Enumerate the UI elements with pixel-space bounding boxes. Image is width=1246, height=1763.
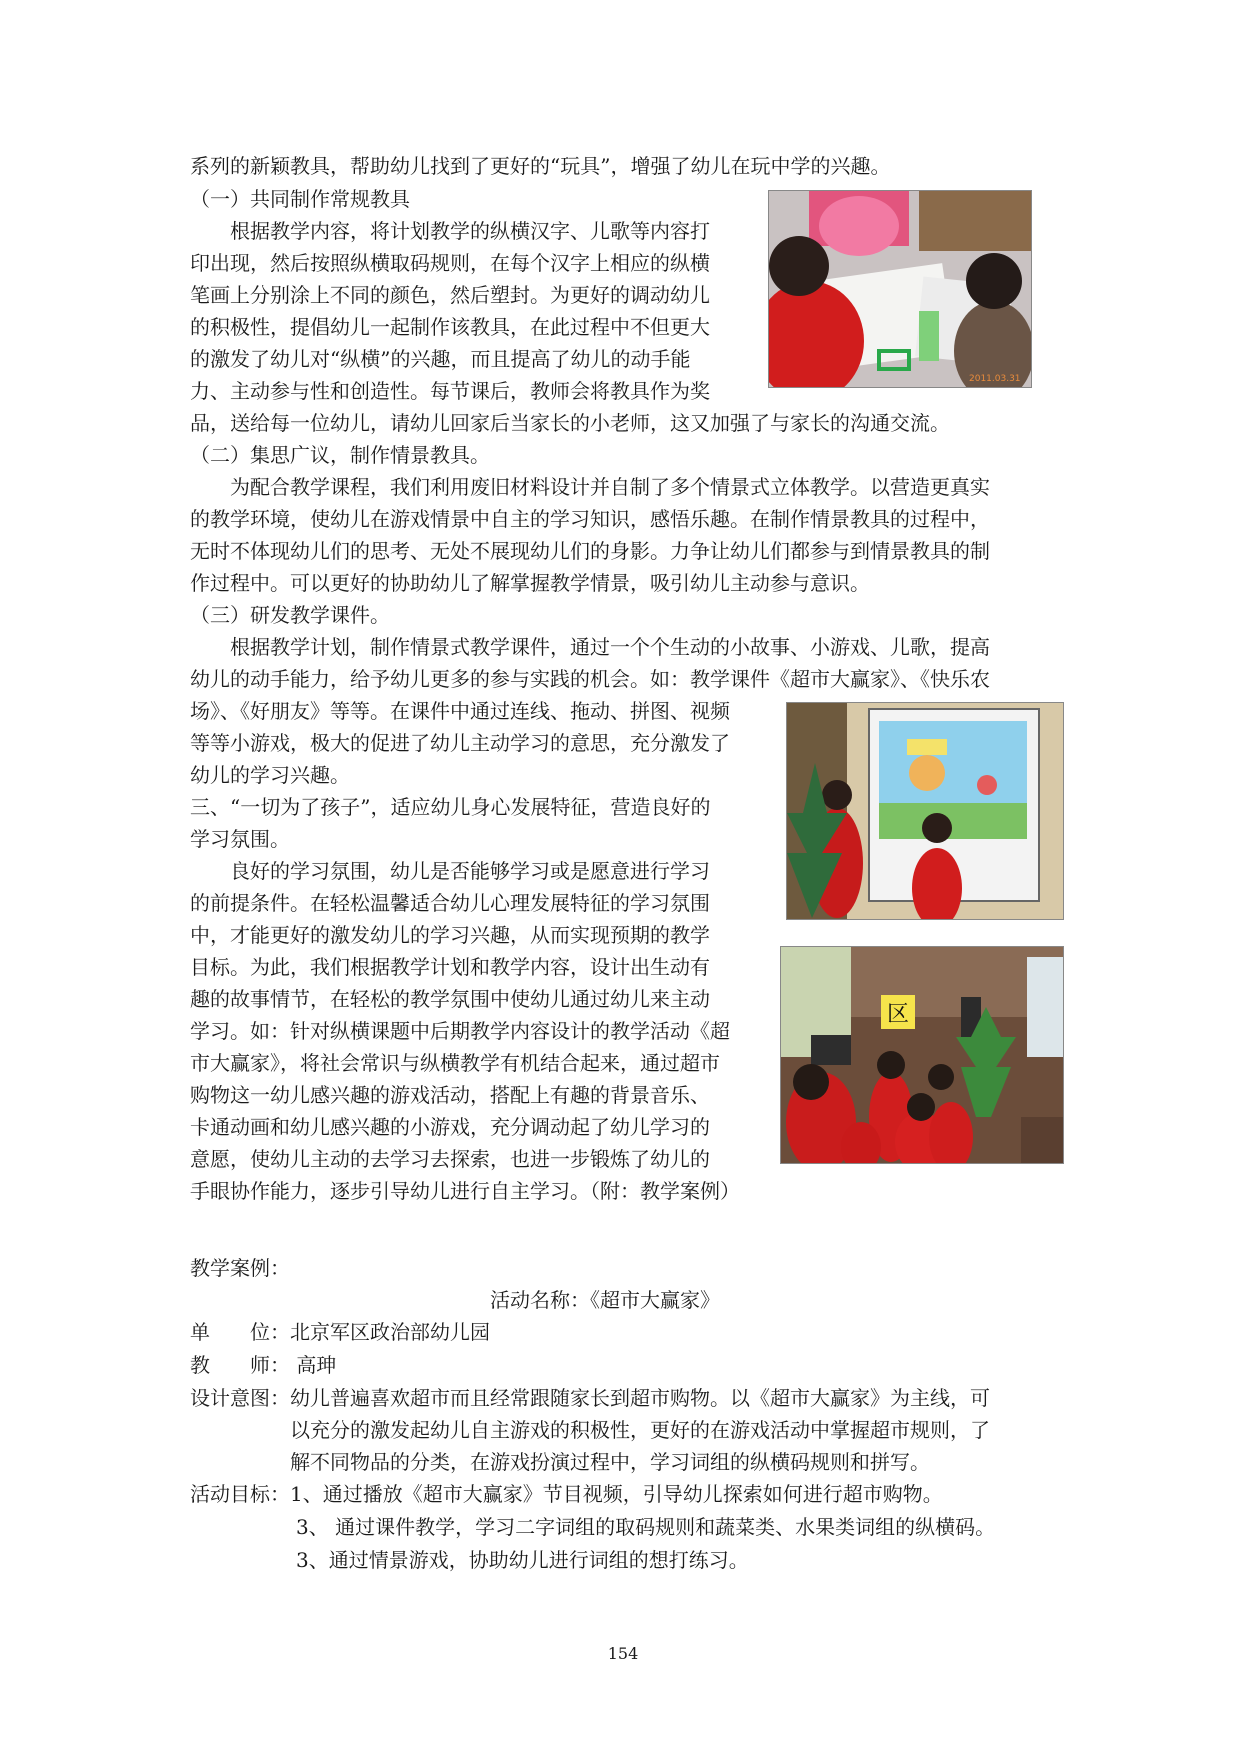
text-line: 作过程中。可以更好的协助幼儿了解掌握教学情景，吸引幼儿主动参与意识。 [190,571,870,595]
text-line: 良好的学习氛围，幼儿是否能够学习或是愿意进行学习 [190,859,710,883]
text-line: 为配合教学课程，我们利用废旧材料设计并自制了多个情景式立体教学。以营造更真实 [190,475,990,499]
text-line: 中，才能更好的激发幼儿的学习兴趣，从而实现预期的教学 [190,923,710,947]
text-line: 的前提条件。在轻松温馨适合幼儿心理发展特征的学习氛围 [190,891,710,915]
text-line: 场》、《好朋友》等等。在课件中通过连线、拖动、拼图、视频 [190,699,730,723]
activity-goal: 3、通过情景游戏，协助幼儿进行词组的想打练习。 [296,1548,749,1572]
photo-children-crafting [768,190,1032,388]
text-line: 目标。为此，我们根据教学计划和教学内容，设计出生动有 [190,955,710,979]
text-line: 幼儿的动手能力，给予幼儿更多的参与实践的机会。如：教学课件《超市大赢家》、《快乐农 [190,667,990,691]
text-line: 购物这一幼儿感兴趣的游戏活动，搭配上有趣的背景音乐、 [190,1083,710,1107]
teacher-line: 教 师： 高珅 [190,1353,337,1377]
text-line: 的激发了幼儿对“纵横”的兴趣，而且提高了幼儿的动手能 [190,347,691,371]
text-line: 学习氛围。 [190,827,290,851]
text-line: 根据教学计划，制作情景式教学课件，通过一个个生动的小故事、小游戏、儿歌，提高 [190,635,990,659]
text-line: 卡通动画和幼儿感兴趣的小游戏，充分调动起了幼儿学习的 [190,1115,710,1139]
design-intent: 设计意图：幼儿普遍喜欢超市而且经常跟随家长到超市购物。以《超市大赢家》为主线，可 [190,1386,990,1410]
text-line: 力、主动参与性和创造性。每节课后，教师会将教具作为奖 [190,379,710,403]
text-line: 印出现，然后按照纵横取码规则，在每个汉字上相应的纵横 [190,251,710,275]
text-line: 品，送给每一位幼儿，请幼儿回家后当家长的小老师，这又加强了与家长的沟通交流。 [190,411,950,435]
case-heading: 教学案例： [190,1256,290,1280]
text-line: 市大赢家》，将社会常识与纵横教学有机结合起来，通过超市 [190,1051,720,1075]
unit-line: 单 位：北京军区政治部幼儿园 [190,1320,490,1344]
section-heading: 三、“一切为了孩子”，适应幼儿身心发展特征，营造良好的 [190,795,711,819]
photo-sign-text: 区 [886,1002,910,1027]
text-line: 笔画上分别涂上不同的颜色，然后塑封。为更好的调动幼儿 [190,283,710,307]
photo-child-whiteboard [786,702,1064,920]
text-line: 的积极性，提倡幼儿一起制作该教具，在此过程中不但更大 [190,315,710,339]
text-line: 幼儿的学习兴趣。 [190,763,350,787]
page-number: 154 [607,1644,639,1663]
text-line: 系列的新颖教具，帮助幼儿找到了更好的“玩具”，增强了幼儿在玩中学的兴趣。 [190,154,891,178]
section-heading: （一）共同制作常规教具 [190,187,410,211]
text-line: 无时不体现幼儿们的思考、无处不展现幼儿们的身影。力争让幼儿们都参与到情景教具的制 [190,539,990,563]
activity-title: 活动名称：《超市大赢家》 [490,1288,720,1312]
activity-goal: 3、 通过课件教学，学习二字词组的取码规则和蔬菜类、水果类词组的纵横码。 [296,1515,996,1539]
text-line: 学习。如：针对纵横课题中后期教学内容设计的教学活动《超 [190,1019,730,1043]
text-line: 的教学环境，使幼儿在游戏情景中自主的学习知识，感悟乐趣。在制作情景教具的过程中， [190,507,990,531]
text-line: 等等小游戏，极大的促进了幼儿主动学习的意思，充分激发了 [190,731,730,755]
section-heading: （二）集思广议，制作情景教具。 [190,443,490,467]
photo-classroom-activity [780,946,1064,1164]
activity-goal: 活动目标：1、通过播放《超市大赢家》节目视频，引导幼儿探索如何进行超市购物。 [190,1482,943,1506]
text-line: 趣的故事情节，在轻松的教学氛围中使幼儿通过幼儿来主动 [190,987,710,1011]
text-line: 根据教学内容，将计划教学的纵横汉字、儿歌等内容打 [190,219,710,243]
design-intent-cont: 以充分的激发起幼儿自主游戏的积极性，更好的在游戏活动中掌握超市规则，了 [290,1418,990,1442]
text-line: 手眼协作能力，逐步引导幼儿进行自主学习。（附：教学案例） [190,1179,740,1203]
photo-date-stamp: 2011.03.31 [969,374,1021,384]
design-intent-cont: 解不同物品的分类，在游戏扮演过程中，学习词组的纵横码规则和拼写。 [290,1450,930,1474]
text-line: 意愿，使幼儿主动的去学习去探索，也进一步锻炼了幼儿的 [190,1147,710,1171]
section-heading: （三）研发教学课件。 [190,603,390,627]
